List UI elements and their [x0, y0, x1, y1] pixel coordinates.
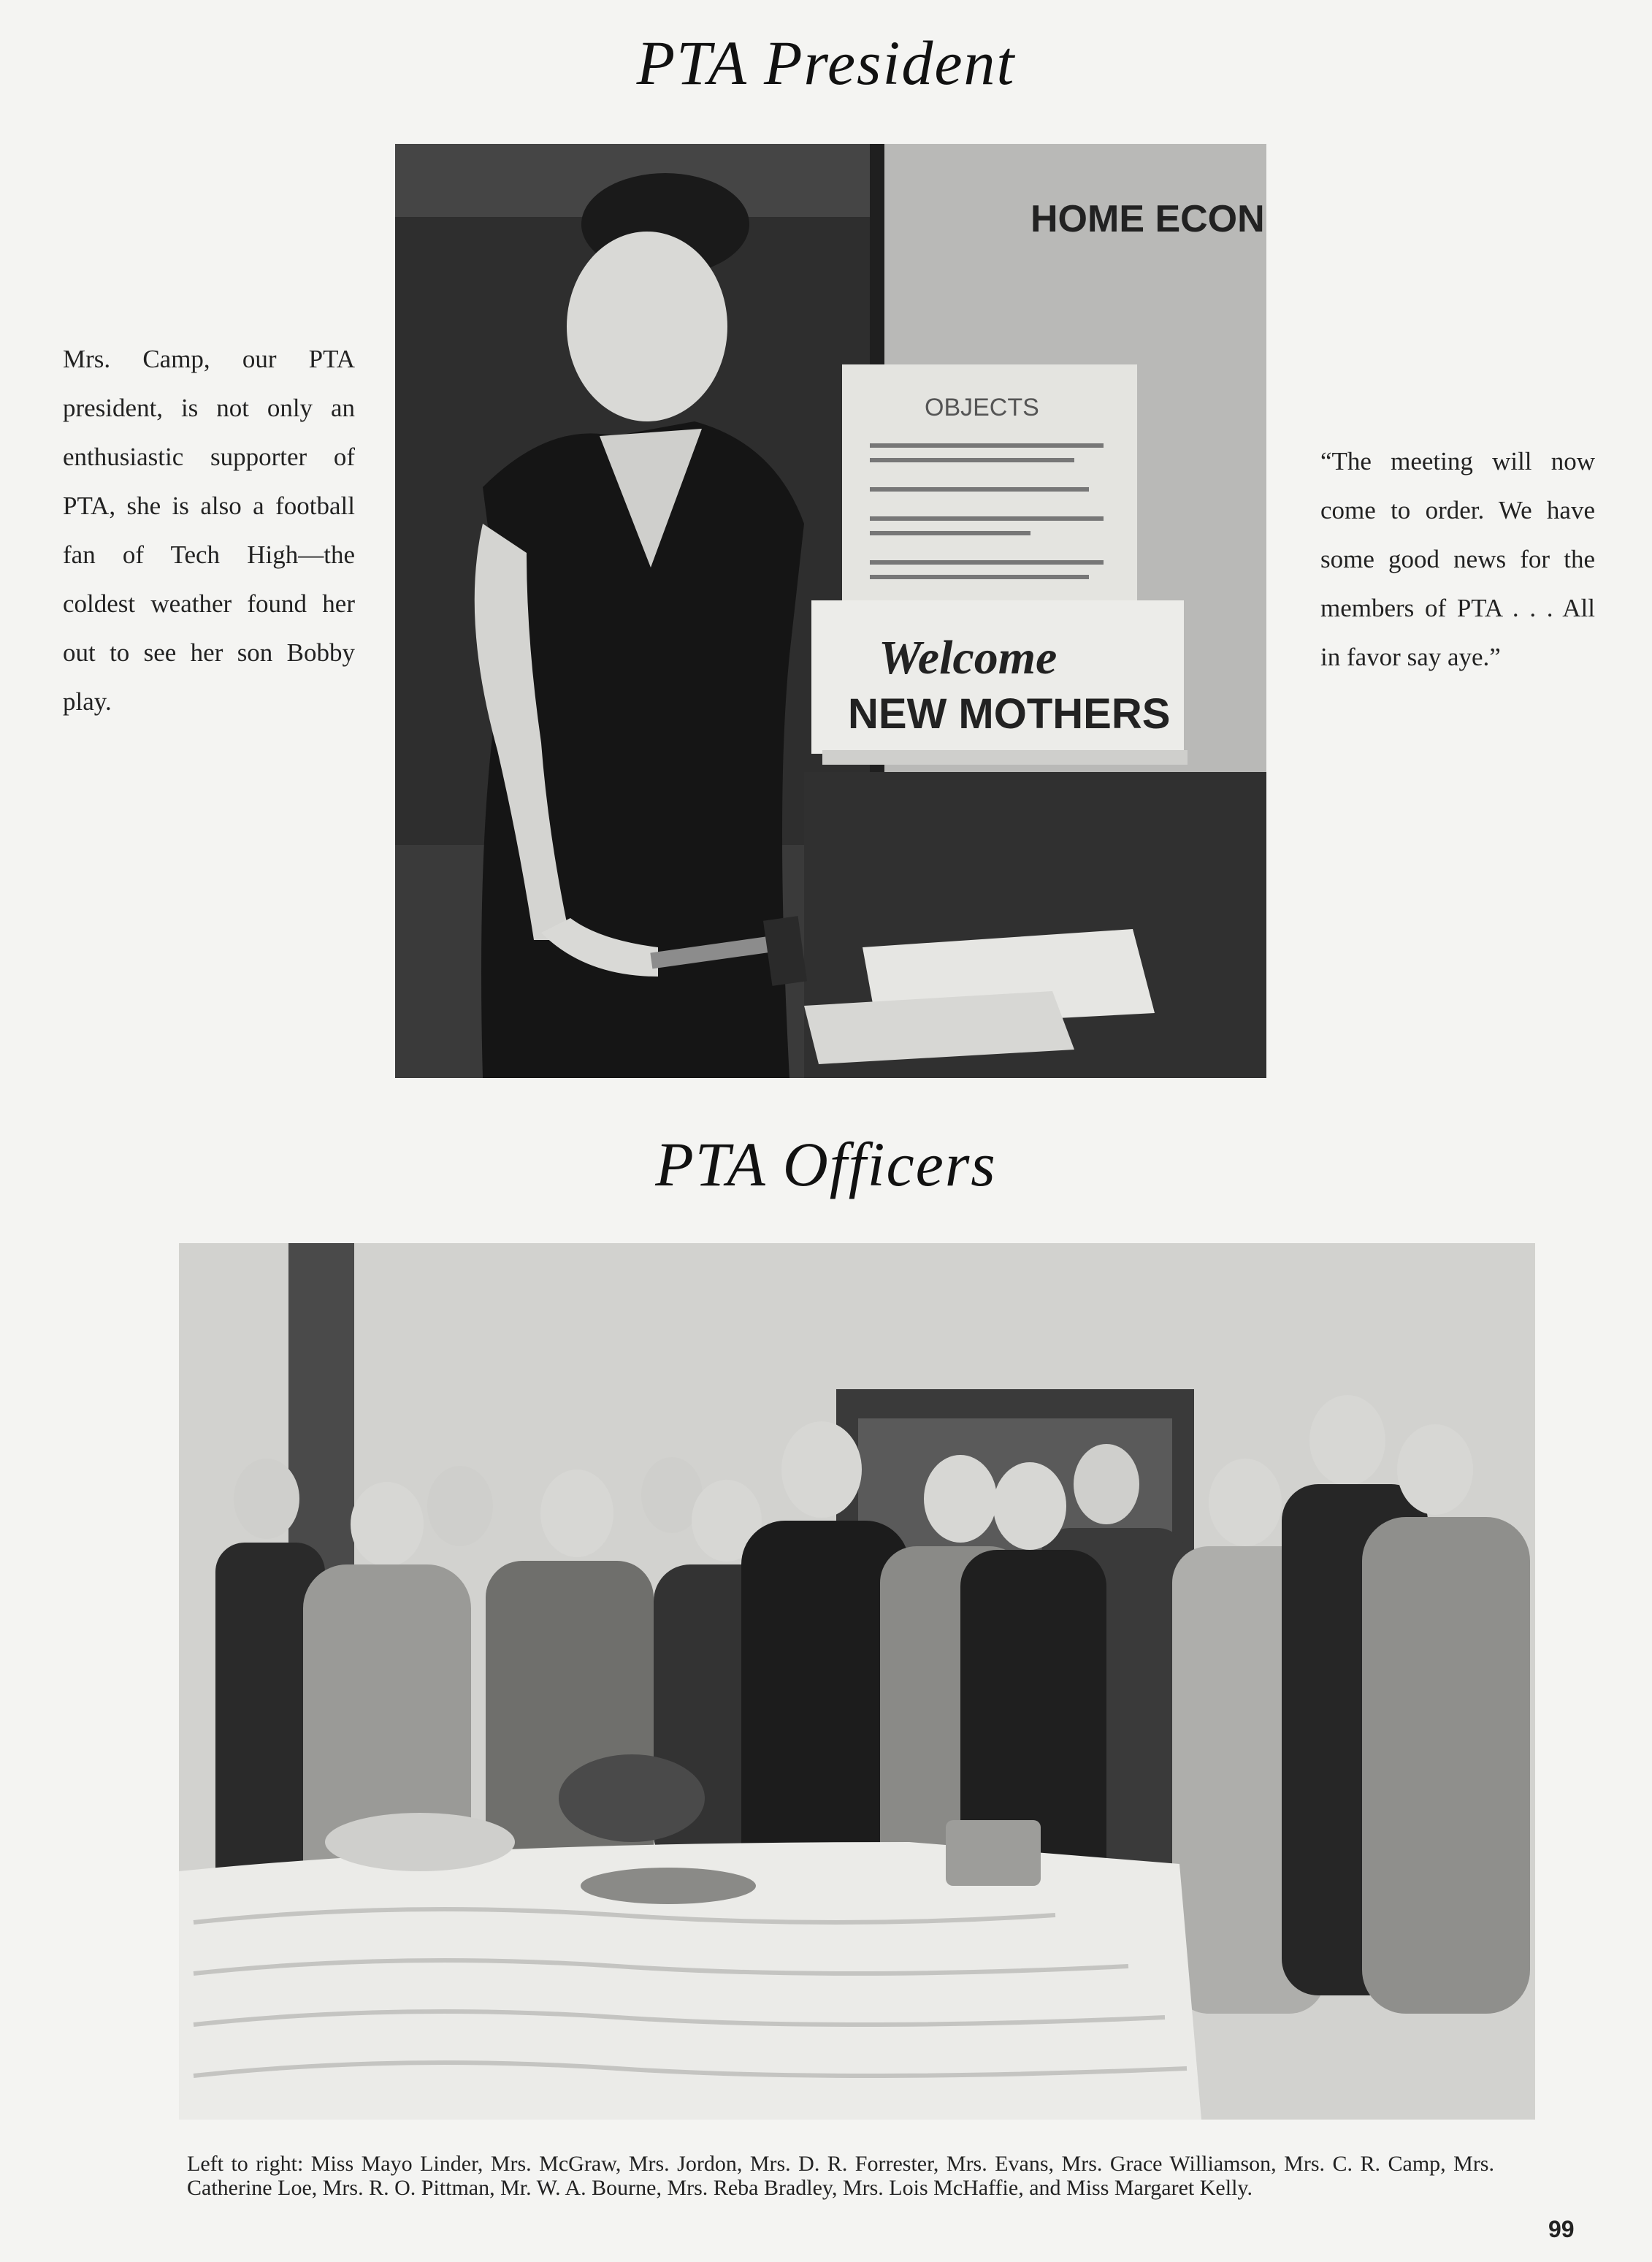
pta-president-heading: PTA President — [636, 28, 1016, 98]
president-photo — [395, 144, 1266, 1078]
pta-officers-heading: PTA Officers — [655, 1129, 997, 1199]
officers-caption: Left to right: Miss Mayo Linder, Mrs. McGraw, Mrs. Jordon, Mrs. D. R. Forrester, Mrs. Evans, Mrs. Grace Williamson, Mrs. C. R. Camp, Mrs. Catherine Loe, Mrs. R. O. Pittman, Mr. W. A. Bourne, Mrs. Reba Bradley, Mrs. Lois McHaffie, and Miss Margaret Kelly. — [187, 2152, 1494, 2200]
president-quote: “The meeting will now come to order. We have some good news for the members of PTA . . . All in favor say aye.” — [1320, 447, 1595, 671]
welcome-script: Welcome — [879, 631, 1058, 684]
welcome-block: NEW MOTHERS — [848, 690, 1171, 738]
objects-heading: OBJECTS — [925, 394, 1039, 421]
page-number: 99 — [1548, 2216, 1575, 2242]
president-description: Mrs. Camp, our PTA president, is not only an enthusiastic supporter of PTA, she is also a football fan of Tech High—the coldest weather found her out to see her son Bobby play. — [63, 345, 355, 716]
officers-photo — [179, 1243, 1535, 2120]
wall-sign-text: HOME ECON — [1030, 198, 1265, 240]
